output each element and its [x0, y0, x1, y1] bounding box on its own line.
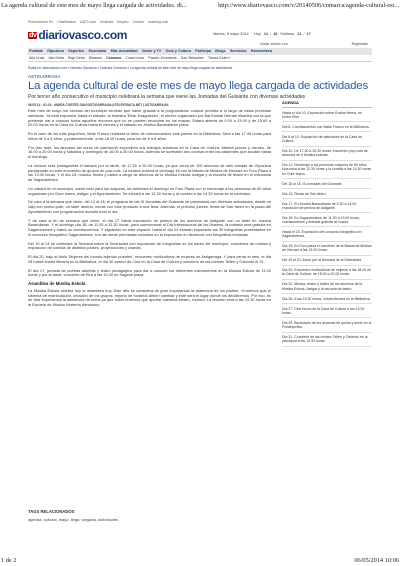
- sub-nav: [28, 55, 372, 62]
- site-logo-text: diariovasco.com: [38, 28, 128, 42]
- paragraph: Y de cara al fin de semana que viene, el día 17 habrá exposición de pintura de los alumnos de Astigarte con un taller en Joseba Barandiaran. Y el domingo día 18, de 11.00 a 13.30 horas, para conmemorar el Día Internacional de los Museos, la entrada será gratuita en Sagardoetxea y habrá un cuentacuentos. Y siguiendo en este espacio, hasta el día 24 estarán expuestas las 39 fotografías presentadas en el concurso fotográfico Sagardoetxea, con las obras premiadas incluidas en la exposición en facebook con fotografías enviadas.: [28, 217, 271, 237]
- paragraph: De cara a la semana que viene, del 12 al 16, el programa de las III Jornadas del Guisante se presentará con diversas actividades, desde un rally con pintxo-pote, un taller abierto, cenas con este producto a una feria. Además, el próximo jueves, fiesta de San Isidro en la plaza del Ayuntamiento con programación durante todo el día.: [28, 199, 271, 214]
- weather-today-max: 18: [273, 32, 278, 36]
- register-link[interactable]: Registrate: [351, 42, 368, 46]
- masthead: [28, 27, 372, 41]
- agenda-item: Día 10. De 17.00 a 20.30 horas, encuentro pop-rock de alumnos de 6 Musika eskolas.: [282, 147, 372, 161]
- print-page-number: 1 de 2: [1, 557, 17, 564]
- agenda-item: Hasta el 24. Exposición del concurso fotográfico en Sagardoetxea.: [282, 227, 372, 241]
- print-timestamp: 06/05/2014 10:06: [354, 557, 399, 564]
- nav-item-portada[interactable]: Portada: [29, 49, 43, 53]
- subnav-item[interactable]: San Sebastián: [180, 56, 204, 60]
- agenda-item: Día 17. En Joseba Barandiaran de 9.30 a 14.00, exposición de pintura de Astigarte.: [282, 199, 372, 213]
- tags-heading: TAGS RELACIONADOS: [28, 509, 75, 514]
- article-title: La agenda cultural de este mes de mayo llega cargada de actividades: [28, 80, 368, 92]
- subnav-item[interactable]: Pasaia -Errenteria: [148, 56, 177, 60]
- nav-item-blogs[interactable]: Blogs: [215, 49, 226, 53]
- weather-tomorrow-min: 12: [297, 32, 302, 36]
- agenda-item: Del 15 al 16. III Jornadas del Guisante.: [282, 179, 372, 189]
- agenda-item: Día 15. Fiesta de San Isidro.: [282, 189, 372, 199]
- breadcrumb[interactable]: Estás en: diariovasco.com » Noticias Gipuzkoa » Noticias Comarca » La agenda cultural de este mes de mayo llega cargada de actividades: [28, 66, 233, 70]
- paragraph: La Musika Eskola celebra hoy la asamblea hoy. Este año se considera de gran importancia la asistencia de los padres. «Creemos que el sistema de matriculación, creación de los grupos, reparto de horarios deben cambiar y este será el lugar dónde los decidiremos. Por eso, es de vital importancia la asistencia de todos ya que todos tenemos que aportar nuestras ideas», indican. La reunión será a las 19.30 horas en la Escuela de Música Norberto Almandoz.: [28, 287, 271, 307]
- paragraph: Por otro lado, los alumnos del curso de patchwork expondrán sus trabajos artísticos en la Casa de Cultura. Abierta jueves y viernes, de 16.00 a 20.00 horas y sábados y domingos de 16.00 a 20.00 horas. Además se sortearán dos colchas entre los asistentes que acudan hasta el domingo.: [28, 144, 271, 159]
- article-subtitle: Por tercer año consecutivo el municipio celebrará la semana que viene las Jornadas del Guisante con diversas actividades: [28, 94, 306, 100]
- paragraph: Este mes de mayo los vecinos del municipio tendrán que hacer gracias a la programación cultural prevista a lo largo de estas próximas semanas. Ya está expuesta, hasta el sábado, la muestra 'Elkar Ezagutzeko', el obrero organizado por Bat Euskal Herriari elkartea con la que pretende dar a conocer todos aquellos rincones que no se pueden encontrar en los mapas. Estará abierta de 9.00 a 13.00 y de 15.00 a 20.00 horas en la Casa de Cultura hasta el viernes y el sábado en Joseba Barandiaran plaza.: [28, 108, 271, 128]
- paragraph: Del 19 al 24 se celebrará la Semana sobre la Diversidad con exposición de fotografías en los bares del municipio, conciertos de música y exposición de comida de distintos países, proyecciones y charlas.: [28, 240, 271, 251]
- nav-item-mas-actualidad[interactable]: Más Actualidad: [110, 49, 138, 53]
- nav-item-deportes[interactable]: Deportes: [68, 49, 85, 53]
- agenda-sidebar: [282, 101, 372, 347]
- top-link[interactable]: muerhoy.com: [147, 20, 169, 24]
- tags-list[interactable]: agenda, cultural, mayo, llega, cargada, actividades: [28, 517, 119, 522]
- login-link[interactable]: Iniciar sesión con: [260, 42, 288, 46]
- agenda-item: Día 8. Cuentacuentos con Maite Franco en la Biblioteca.: [282, 122, 372, 132]
- weather-widget[interactable]: Hoy 14 / 18 Mañana 12 / 17: [254, 32, 311, 36]
- nav-item-servicios[interactable]: Servicios: [229, 49, 247, 53]
- agenda-item: Día 18. En Foru plaza el concierto de la Banda de Música de Hernani a las 13.00 horas.: [282, 242, 372, 256]
- subnav-item[interactable]: Bidasoa: [89, 56, 102, 60]
- print-header: [1, 1, 399, 10]
- top-link[interactable]: Clasificados: [57, 20, 76, 24]
- weather-today-min: 14: [263, 32, 269, 36]
- paragraph: El día 20, bajo el título 'Mujeres del mundo tejiendo puentes', encuentro multicultural de mujeres de Astigarraga. Y para cerrar el mes, el día 28 habrá charla literaria en la Biblioteca, el día 30 sesión de Cine en la Casa de Cultura y concierto de las corales Tellerí y Oztondo el 31.: [28, 254, 271, 264]
- web-page: [28, 20, 372, 344]
- agenda-item: Hasta el día 10. Exposición sobre Euskal Herria, en Kultur Etxe.: [282, 108, 372, 122]
- agenda-item: Día 11. Homenaje a las personas mayores de 80 años. Una misa a las 12.30 horas y la comida a las 14.30 horas en Gure Izarra.: [282, 161, 372, 179]
- agenda-item: Día 24. Música, teatro y bailes de los alumnos de la Musika Eskola, Astigar y la escuela de teatro.: [282, 280, 372, 294]
- agenda-item: Día 20. Encuentro multicultural de mujeres a las 18.00 en la Casa de Cultura, de 18.00 a 20.00 horas.: [282, 266, 372, 280]
- paragraph: La música será protagonista el sábado por la tarde, de 17.00 a 20.30 horas, ya que cerca de 100 alumnos de seis bandas de Gipuzkoa participarán en este encuentro de grupos de pop-rock. La música volverá el domingo 18 con la Banda de Música de Hernani en Foru Plaza a las 13.00 horas. Y el día 24, música, teatro y bailes a cargo de alumnos de la Musika Eskola, Astigar y la escuela de teatro en el manzanal de Sagardoetxea.: [28, 162, 271, 182]
- subnav-item[interactable]: Costa Urola: [125, 56, 144, 60]
- agenda-item: Día 18. En Sagardoetxea, de 11.00 a 13.00 horas, cuentacuentos y entrada gratuita al museo.: [282, 213, 372, 227]
- print-page-title: La agenda cultural de este mes de mayo llega cargada de actividades. di...: [1, 2, 187, 9]
- top-link[interactable]: Promociones DV: [28, 20, 54, 24]
- agenda-heading: AGENDA: [282, 101, 372, 108]
- main-nav: [28, 48, 372, 55]
- agenda-item: Día 31. Concierto de las corales Tellerí y Oztondo en la parroquia a las 19.30 horas.: [282, 333, 372, 347]
- print-page-url: http://www.diariovasco.com/v/20140506/comarca/agenda-cultural-est...: [218, 2, 399, 9]
- top-links-bar: [28, 20, 372, 26]
- subnav-item-active[interactable]: Comarca: [106, 56, 122, 60]
- top-link[interactable]: Coches: [132, 20, 144, 24]
- article-subhead: Asamblea de Musika Eskola: [28, 281, 86, 286]
- current-date: Martes, 6 mayo 2014: [213, 32, 249, 36]
- subnav-item[interactable]: Tolosa Goierri: [207, 56, 230, 60]
- subnav-item[interactable]: Alto Urola: [29, 56, 45, 60]
- nav-item-gente-tv[interactable]: Gente y TV: [141, 49, 162, 53]
- nav-item-hemeroteca[interactable]: Hemeroteca: [250, 49, 272, 53]
- nav-item-participa[interactable]: Participa: [195, 49, 211, 53]
- subnav-item[interactable]: Alto Deba: [48, 56, 64, 60]
- related-tags: [28, 509, 372, 522]
- subnav-item[interactable]: Bajo Deba: [68, 56, 85, 60]
- weather-tomorrow-max: 17: [306, 32, 311, 36]
- dv-logo-icon: dv: [29, 32, 37, 39]
- paragraph: El día 17, jornada de puertas abiertas y teatro pedagógico para dar a conocer los diferentes instrumentos en la Musika Eskola de 11.00 horas y por la tarde, concierto de Eira a las 19.30 en Sagardi plaza.: [28, 267, 271, 278]
- nav-item-ocio-cultura[interactable]: Ocio y Cultura: [165, 49, 191, 53]
- agenda-item: Día 28. A las 19.30 horas, charla literaria en la Biblioteca.: [282, 294, 372, 304]
- weather-today-label: Hoy: [254, 32, 261, 36]
- nav-item-economia[interactable]: Economía: [88, 49, 107, 53]
- article-body: [28, 109, 271, 308]
- site-logo[interactable]: [28, 28, 127, 42]
- top-link[interactable]: Empleo: [117, 20, 129, 24]
- agenda-item: Día 29. Bertsolaris de los alumnos de quinto y sexto en el Polideportivo.: [282, 318, 372, 332]
- paragraph: Un clásico en el municipio, sobre todo para los mayores, se celebrará el domingo en Foru Plaza con el homenaje a los personas de 80 años organizado por Gure Izarra, Astigar y el Ayuntamiento. Se iniciará a las 12.30 horas y la comida a las 14.30 horas en la sociedad.: [28, 185, 271, 196]
- agenda-item: Día 27. Cine forum en la Casa de Cultura a las 19.30 horas.: [282, 304, 372, 318]
- section-label[interactable]: ASTIGARRAGA: [28, 74, 61, 79]
- nav-item-gipuzkoa[interactable]: Gipuzkoa: [47, 49, 64, 53]
- login-row: [28, 41, 372, 48]
- top-link[interactable]: 11870.com: [79, 20, 97, 24]
- paragraph: En el caso de los más pequeños, Mate Franco realizará la labor de cuentacuentos este jueves en la Biblioteca. Será a las 17.45 horas para niños de 3 a 5 años, y posteriormente, a las 18.15 horas, para los de 6 a 8 años.: [28, 131, 271, 141]
- agenda-item: Del 8 al 10. Exposición de patchwork en la Casa de Cultura.: [282, 132, 372, 146]
- article-byline: 06.05.14 - 01:15 - MARÍA CORTÉS DIAGOSTIGARRAGA@TELEFONICA.NET | ASTIGARRAGA.: [28, 103, 170, 107]
- agenda-item: Del 19 al 24. Actos por la Semana de la Diversidad.: [282, 256, 372, 266]
- top-link[interactable]: Vivienda: [100, 20, 114, 24]
- weather-tomorrow-label: Mañana: [280, 32, 295, 36]
